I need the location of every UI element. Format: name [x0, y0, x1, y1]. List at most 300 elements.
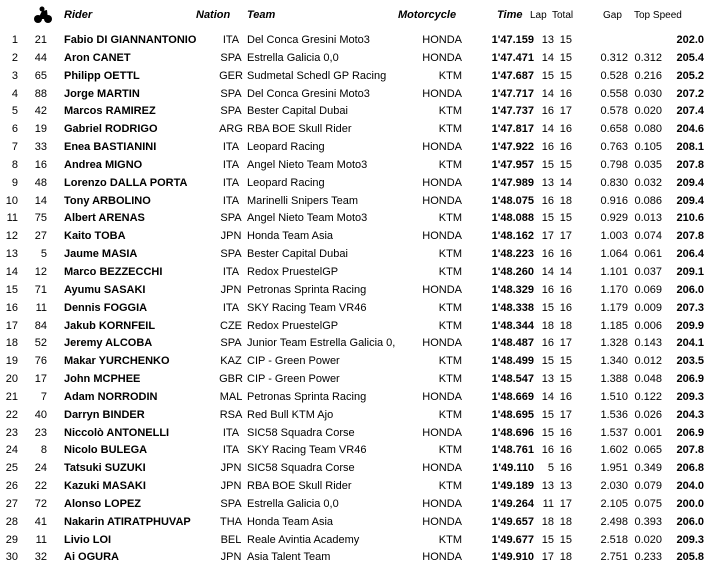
team-name: Sudmetal Schedl GP Racing — [247, 69, 387, 82]
motorcycle: HONDA — [422, 141, 462, 154]
top-speed: 206.8 — [676, 462, 704, 475]
rider-number: 22 — [34, 480, 47, 493]
rider-name: Livio LOI — [64, 533, 112, 546]
top-speed: 204.3 — [676, 408, 704, 421]
top-speed: 206.9 — [676, 373, 704, 386]
table-row — [0, 478, 710, 496]
table-row — [0, 228, 710, 246]
header-motorcycle: Motorcycle — [398, 9, 457, 21]
best-lap: 15 — [541, 426, 554, 439]
rider-name: Kazuki MASAKI — [64, 480, 146, 493]
best-lap: 16 — [541, 105, 554, 118]
total-laps: 13 — [559, 480, 572, 493]
motorcycle: HONDA — [422, 34, 462, 46]
top-speed: 206.0 — [676, 515, 704, 528]
top-speed: 205.8 — [676, 551, 704, 564]
best-lap: 15 — [541, 212, 554, 225]
nation: JPN — [220, 230, 242, 243]
team-name: SKY Racing Team VR46 — [247, 444, 367, 457]
motorcycle: HONDA — [422, 194, 462, 207]
table-row — [0, 157, 710, 175]
nation: ITA — [222, 444, 240, 457]
nation: BEL — [220, 533, 242, 546]
total-laps: 15 — [559, 533, 572, 546]
team-name: Junior Team Estrella Galicia 0, — [247, 337, 396, 350]
rider-number: 76 — [34, 355, 47, 368]
team-name: CIP - Green Power — [247, 355, 340, 368]
results-table — [0, 32, 710, 567]
lap-time: 1'47.471 — [491, 51, 534, 64]
best-lap: 13 — [541, 373, 554, 386]
gap-to-previous: 0.086 — [634, 194, 662, 207]
rider-name: Jeremy ALCOBA — [64, 337, 153, 350]
total-laps: 17 — [559, 230, 572, 243]
table-row — [0, 425, 710, 443]
best-lap: 16 — [541, 337, 554, 350]
nation: ITA — [222, 34, 240, 46]
rider-name: Enea BASTIANINI — [64, 141, 157, 154]
top-speed: 209.4 — [676, 194, 704, 207]
gap-to-previous: 0.020 — [634, 105, 662, 118]
gap-to-first: 1.388 — [600, 373, 628, 386]
lap-time: 1'48.344 — [491, 319, 534, 332]
motorcycle: HONDA — [422, 337, 462, 350]
position: 18 — [5, 337, 18, 350]
best-lap: 11 — [542, 497, 554, 510]
rider-number: 72 — [34, 497, 47, 510]
position: 21 — [5, 390, 18, 403]
best-lap: 15 — [541, 158, 554, 171]
gap-to-first: 1.602 — [600, 444, 628, 457]
motorcycle: KTM — [438, 319, 462, 332]
gap-to-first: 1.340 — [600, 355, 628, 368]
total-laps: 17 — [559, 337, 572, 350]
header-top-speed: Top Speed — [634, 10, 682, 21]
gap-to-previous: 0.065 — [634, 444, 662, 457]
gap-to-first: 1.537 — [600, 426, 628, 439]
position: 25 — [5, 462, 18, 475]
motorcycle: KTM — [438, 480, 462, 493]
lap-time: 1'48.761 — [491, 444, 534, 457]
total-laps: 17 — [559, 408, 572, 421]
gap-to-previous: 0.001 — [634, 426, 662, 439]
top-speed: 200.0 — [676, 497, 704, 510]
motorcycle: KTM — [438, 265, 462, 278]
gap-to-first: 2.498 — [600, 515, 628, 528]
lap-time: 1'49.677 — [491, 533, 534, 546]
gap-to-first: 1.510 — [600, 390, 628, 403]
header-time: Time — [497, 9, 523, 21]
nation: RSA — [219, 408, 243, 421]
top-speed: 204.6 — [676, 123, 704, 136]
top-speed: 206.4 — [676, 248, 704, 261]
gap-to-previous: 0.079 — [634, 480, 662, 493]
team-name: Honda Team Asia — [247, 515, 334, 528]
nation: SPA — [220, 337, 242, 350]
lap-time: 1'47.922 — [491, 141, 534, 154]
position: 5 — [11, 105, 18, 118]
position: 1 — [11, 34, 18, 46]
position: 7 — [11, 141, 18, 154]
gap-to-first: 1.536 — [600, 408, 628, 421]
lap-time: 1'47.817 — [491, 123, 534, 136]
position: 15 — [5, 283, 18, 296]
nation: ARG — [219, 123, 243, 136]
rider-name: Albert ARENAS — [64, 212, 145, 225]
gap-to-previous: 0.026 — [634, 408, 662, 421]
gap-to-previous: 0.009 — [634, 301, 662, 314]
team-name: CIP - Green Power — [247, 373, 340, 386]
total-laps: 17 — [559, 105, 572, 118]
motorcycle: HONDA — [422, 87, 462, 100]
lap-time: 1'49.910 — [491, 551, 534, 564]
lap-time: 1'48.487 — [491, 337, 534, 350]
rider-name: Lorenzo DALLA PORTA — [64, 176, 188, 189]
gap-to-previous: 0.074 — [634, 230, 662, 243]
nation: SPA — [220, 248, 242, 261]
rider-number: 84 — [34, 319, 47, 332]
total-laps: 15 — [559, 69, 572, 82]
rider-number: 23 — [34, 426, 47, 439]
rider-number: 41 — [34, 515, 47, 528]
best-lap: 13 — [541, 480, 554, 493]
top-speed: 209.3 — [676, 390, 704, 403]
motorcycle: HONDA — [422, 283, 462, 296]
rider-number: 71 — [34, 283, 47, 296]
team-name: Redox PruestelGP — [247, 265, 339, 278]
best-lap: 16 — [541, 444, 554, 457]
position: 22 — [5, 408, 18, 421]
rider-name: Jakub KORNFEIL — [64, 319, 156, 332]
rider-number: 75 — [34, 212, 47, 225]
table-row — [0, 32, 710, 50]
team-name: SIC58 Squadra Corse — [247, 426, 355, 439]
nation: ITA — [222, 301, 240, 314]
gap-to-previous: 0.035 — [634, 158, 662, 171]
gap-to-first: 0.578 — [600, 105, 628, 118]
rider-number: 65 — [34, 69, 47, 82]
table-row — [0, 282, 710, 300]
motorcycle: KTM — [438, 248, 462, 261]
total-laps: 16 — [559, 87, 572, 100]
nation: MAL — [219, 390, 243, 403]
team-name: SKY Racing Team VR46 — [247, 301, 367, 314]
lap-time: 1'48.338 — [491, 301, 534, 314]
rider-number: 19 — [34, 123, 47, 136]
gap-to-first: 0.763 — [600, 141, 628, 154]
gap-to-previous: 0.216 — [634, 69, 662, 82]
position: 4 — [11, 87, 18, 100]
lap-time: 1'47.159 — [491, 34, 534, 46]
top-speed: 205.4 — [676, 51, 704, 64]
position: 26 — [5, 480, 18, 493]
position: 16 — [5, 301, 18, 314]
team-name: Petronas Sprinta Racing — [247, 390, 367, 403]
top-speed: 209.9 — [676, 319, 704, 332]
rider-name: Niccolò ANTONELLI — [64, 426, 170, 439]
position: 19 — [5, 355, 18, 368]
lap-time: 1'49.264 — [491, 497, 534, 510]
gap-to-previous: 0.122 — [634, 390, 662, 403]
gap-to-first: 0.528 — [600, 69, 628, 82]
table-row — [0, 532, 710, 550]
top-speed: 207.8 — [676, 158, 704, 171]
motorcycle: KTM — [438, 533, 462, 546]
header-rider: Rider — [64, 9, 93, 21]
header-lap: Lap — [530, 10, 547, 21]
lap-time: 1'48.075 — [491, 194, 534, 207]
nation: ITA — [222, 141, 240, 154]
table-row — [0, 68, 710, 86]
gap-to-first: 2.030 — [600, 480, 628, 493]
gap-to-first: 0.929 — [600, 212, 628, 225]
total-laps: 16 — [559, 248, 572, 261]
top-speed: 210.6 — [676, 212, 704, 225]
total-laps: 18 — [559, 194, 572, 207]
nation: ITA — [222, 158, 240, 171]
motorcycle: KTM — [438, 105, 462, 118]
position: 13 — [5, 248, 18, 261]
gap-to-previous: 0.069 — [634, 283, 662, 296]
rider-number: 8 — [40, 444, 47, 457]
total-laps: 15 — [559, 158, 572, 171]
team-name: Estrella Galicia 0,0 — [247, 497, 339, 510]
rider-name: Alonso LOPEZ — [64, 497, 141, 510]
table-row — [0, 264, 710, 282]
team-name: RBA BOE Skull Rider — [247, 480, 352, 493]
best-lap: 15 — [541, 533, 554, 546]
rider-number: 48 — [34, 176, 47, 189]
rider-name: Darryn BINDER — [64, 408, 145, 421]
gap-to-first: 1.185 — [600, 319, 628, 332]
top-speed: 209.1 — [676, 265, 704, 278]
total-laps: 17 — [559, 497, 572, 510]
team-name: Bester Capital Dubai — [247, 105, 348, 118]
nation: GER — [219, 69, 243, 82]
team-name: Petronas Sprinta Racing — [247, 283, 367, 296]
motorcycle: HONDA — [422, 390, 462, 403]
motorcycle: HONDA — [422, 462, 462, 475]
lap-time: 1'47.989 — [491, 176, 534, 189]
team-name: Del Conca Gresini Moto3 — [247, 34, 370, 46]
best-lap: 15 — [541, 355, 554, 368]
rider-name: Tony ARBOLINO — [64, 194, 151, 207]
rider-name: Dennis FOGGIA — [64, 301, 148, 314]
team-name: Red Bull KTM Ajo — [247, 408, 334, 421]
team-name: Del Conca Gresini Moto3 — [247, 87, 370, 100]
best-lap: 18 — [541, 515, 554, 528]
team-name: Estrella Galicia 0,0 — [247, 51, 339, 64]
rider-name: John MCPHEE — [64, 373, 141, 386]
gap-to-previous: 0.006 — [634, 319, 662, 332]
lap-time: 1'48.162 — [491, 230, 534, 243]
total-laps: 18 — [559, 551, 572, 564]
top-speed: 206.0 — [676, 283, 704, 296]
motorcycle: KTM — [438, 301, 462, 314]
table-row — [0, 318, 710, 336]
gap-to-first: 1.328 — [600, 337, 628, 350]
table-row — [0, 139, 710, 157]
top-speed: 207.4 — [676, 105, 704, 118]
position: 2 — [11, 51, 18, 64]
nation: SPA — [220, 87, 242, 100]
top-speed: 209.4 — [676, 176, 704, 189]
lap-time: 1'48.499 — [491, 355, 534, 368]
position: 9 — [11, 176, 18, 189]
total-laps: 15 — [559, 355, 572, 368]
team-name: Angel Nieto Team Moto3 — [247, 158, 368, 171]
header-team: Team — [247, 9, 276, 21]
total-laps: 15 — [559, 34, 572, 46]
lap-time: 1'48.223 — [491, 248, 534, 261]
gap-to-previous: 0.233 — [634, 551, 662, 564]
position: 24 — [5, 444, 18, 457]
top-speed: 207.2 — [676, 87, 704, 100]
motorcycle-logo-icon — [33, 5, 53, 25]
table-row — [0, 246, 710, 264]
top-speed: 207.8 — [676, 444, 704, 457]
table-row — [0, 193, 710, 211]
gap-to-first: 1.064 — [600, 248, 628, 261]
table-row — [0, 175, 710, 193]
best-lap: 15 — [541, 69, 554, 82]
motorcycle: KTM — [438, 212, 462, 225]
team-name: Reale Avintia Academy — [247, 533, 360, 546]
rider-number: 88 — [34, 87, 47, 100]
table-row — [0, 210, 710, 228]
gap-to-previous: 0.030 — [634, 87, 662, 100]
best-lap: 14 — [541, 123, 554, 136]
motorcycle: HONDA — [422, 515, 462, 528]
lap-time: 1'48.260 — [491, 265, 534, 278]
nation: JPN — [220, 551, 242, 564]
gap-to-previous: 0.020 — [634, 533, 662, 546]
top-speed: 204.1 — [676, 337, 704, 350]
table-row — [0, 50, 710, 68]
team-name: RBA BOE Skull Rider — [247, 123, 352, 136]
rider-name: Nicolo BULEGA — [64, 444, 148, 457]
table-row — [0, 407, 710, 425]
gap-to-previous: 0.061 — [634, 248, 662, 261]
rider-name: Ayumu SASAKI — [64, 283, 146, 296]
best-lap: 15 — [541, 301, 554, 314]
best-lap: 5 — [547, 462, 554, 475]
position: 10 — [5, 194, 18, 207]
lap-time: 1'48.695 — [491, 408, 534, 421]
position: 29 — [5, 533, 18, 546]
rider-number: 52 — [34, 337, 47, 350]
rider-name: Nakarin ATIRATPHUVAP — [64, 515, 191, 528]
gap-to-previous: 0.013 — [634, 212, 662, 225]
motorcycle: KTM — [438, 158, 462, 171]
rider-name: Adam NORRODIN — [64, 390, 158, 403]
rider-number: 11 — [35, 301, 47, 314]
best-lap: 13 — [541, 34, 554, 46]
rider-number: 21 — [34, 34, 47, 46]
team-name: Redox PruestelGP — [247, 319, 339, 332]
gap-to-first: 1.179 — [600, 301, 628, 314]
rider-number: 17 — [34, 373, 47, 386]
rider-number: 7 — [40, 390, 47, 403]
best-lap: 16 — [541, 283, 554, 296]
rider-number: 32 — [34, 551, 47, 564]
best-lap: 16 — [541, 194, 554, 207]
motorcycle: KTM — [438, 408, 462, 421]
motorcycle: HONDA — [422, 497, 462, 510]
best-lap: 15 — [541, 408, 554, 421]
table-row — [0, 103, 710, 121]
table-row — [0, 514, 710, 532]
top-speed: 207.8 — [676, 230, 704, 243]
motorcycle: HONDA — [422, 426, 462, 439]
nation: GBR — [219, 373, 243, 386]
rider-name: Jaume MASIA — [64, 248, 138, 261]
top-speed: 203.5 — [676, 355, 704, 368]
rider-name: Kaito TOBA — [64, 230, 126, 243]
header-total: Total — [552, 10, 574, 21]
team-name: Angel Nieto Team Moto3 — [247, 212, 368, 225]
gap-to-first: 2.518 — [600, 533, 628, 546]
total-laps: 16 — [559, 462, 572, 475]
nation: ITA — [222, 265, 240, 278]
table-row — [0, 496, 710, 514]
best-lap: 14 — [541, 51, 554, 64]
rider-name: Tatsuki SUZUKI — [64, 462, 146, 475]
table-row — [0, 442, 710, 460]
gap-to-previous: 0.105 — [634, 141, 662, 154]
best-lap: 17 — [541, 551, 554, 564]
best-lap: 14 — [541, 390, 554, 403]
lap-time: 1'49.657 — [491, 515, 534, 528]
position: 28 — [5, 515, 18, 528]
nation: JPN — [220, 480, 242, 493]
gap-to-previous: 0.143 — [634, 337, 662, 350]
nation: SPA — [220, 51, 242, 64]
lap-time: 1'47.737 — [491, 105, 534, 118]
header-nation: Nation — [196, 9, 231, 21]
rider-name: Philipp OETTL — [64, 69, 140, 82]
rider-name: Makar YURCHENKO — [64, 355, 170, 368]
total-laps: 14 — [559, 176, 572, 189]
nation: SPA — [220, 497, 242, 510]
table-row — [0, 389, 710, 407]
position: 8 — [11, 158, 18, 171]
nation: SPA — [220, 105, 242, 118]
total-laps: 15 — [559, 373, 572, 386]
nation: JPN — [220, 462, 242, 475]
table-row — [0, 335, 710, 353]
rider-number: 44 — [34, 51, 47, 64]
motorcycle: HONDA — [422, 176, 462, 189]
rider-name: Marcos RAMIREZ — [64, 105, 156, 118]
position: 23 — [5, 426, 18, 439]
top-speed: 206.9 — [676, 426, 704, 439]
total-laps: 18 — [559, 515, 572, 528]
motorcycle: KTM — [438, 355, 462, 368]
lap-time: 1'48.669 — [491, 390, 534, 403]
total-laps: 16 — [559, 426, 572, 439]
team-name: Asia Talent Team — [247, 551, 331, 564]
position: 30 — [5, 551, 18, 564]
rider-name: Marco BEZZECCHI — [64, 265, 163, 278]
nation: KAZ — [220, 355, 242, 368]
best-lap: 14 — [541, 265, 554, 278]
position: 17 — [5, 319, 18, 332]
rider-number: 40 — [34, 408, 47, 421]
gap-to-first: 0.558 — [600, 87, 628, 100]
team-name: Marinelli Snipers Team — [247, 194, 359, 207]
gap-to-previous: 0.012 — [634, 355, 662, 368]
